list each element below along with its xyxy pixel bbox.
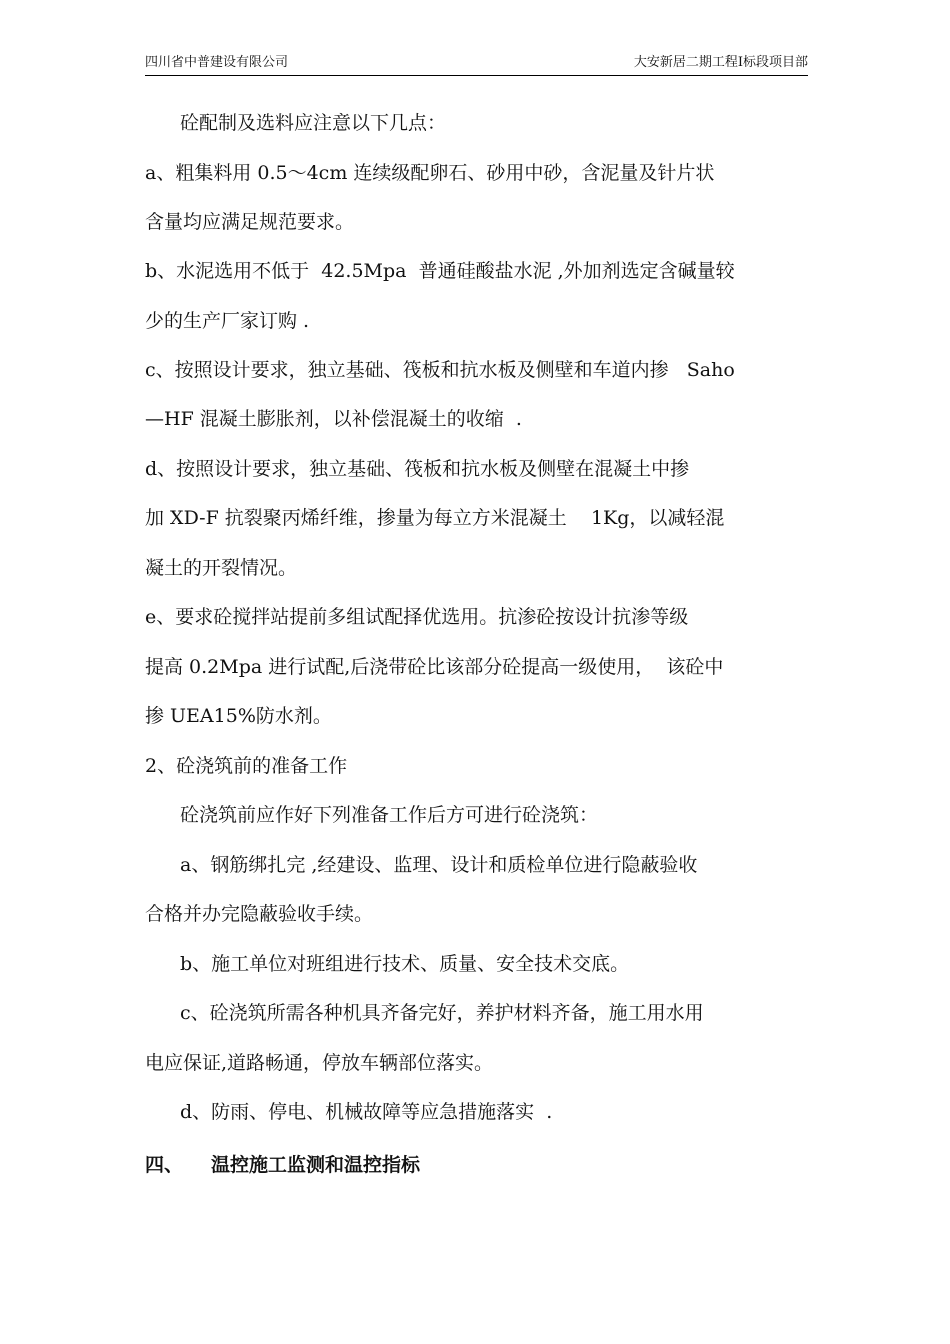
paragraph-line: 少的生产厂家订购 . <box>145 310 310 332</box>
paragraph-line: b、水泥选用不低于 42.5Mpa 普通硅酸盐水泥 ,外加剂选定含碱量较 <box>145 260 735 282</box>
paragraph-line: 含量均应满足规范要求。 <box>145 211 355 233</box>
paragraph-line: 电应保证,道路畅通，停放车辆部位落实。 <box>145 1052 494 1074</box>
paragraph-line: a、钢筋绑扎完 ,经建设、监理、设计和质检单位进行隐蔽验收 <box>180 854 698 876</box>
company-name: 四川省中普建设有限公司 <box>145 55 289 70</box>
paragraph-line: d、防雨、停电、机械故障等应急措施落实 . <box>180 1101 553 1123</box>
page-header <box>145 53 808 76</box>
paragraph-line: 凝土的开裂情况。 <box>145 557 298 579</box>
paragraph-line: 提高 0.2Mpa 进行试配,后浇带砼比该部分砼提高一级使用， 该砼中 <box>145 656 724 678</box>
paragraph-line: 合格并办完隐蔽验收手续。 <box>145 903 374 925</box>
paragraph-line: 砼配制及选料应注意以下几点： <box>180 112 447 134</box>
paragraph-line: —HF 混凝土膨胀剂，以补偿混凝土的收缩 . <box>145 408 522 430</box>
subsection-title: 2、砼浇筑前的准备工作 <box>145 755 348 777</box>
section-heading <box>145 1153 420 1177</box>
paragraph-line: b、施工单位对班组进行技术、质量、安全技术交底。 <box>180 953 630 975</box>
paragraph-line: a、粗集料用 0.5～4cm 连续级配卵石、砂用中砂，含泥量及针片状 <box>145 162 715 184</box>
paragraph-line: 加 XD-F 抗裂聚丙烯纤维，掺量为每立方米混凝土 1Kg，以减轻混 <box>145 507 725 529</box>
paragraph-line: 掺 UEA15%防水剂。 <box>145 705 332 727</box>
paragraph-line: c、砼浇筑所需各种机具齐备完好，养护材料齐备，施工用水用 <box>180 1002 704 1024</box>
paragraph-line: c、按照设计要求，独立基础、筏板和抗水板及侧壁和车道内掺 Saho <box>145 359 735 381</box>
paragraph-line: d、按照设计要求，独立基础、筏板和抗水板及侧壁在混凝土中掺 <box>145 458 690 480</box>
paragraph-line: e、要求砼搅拌站提前多组试配择优选用。抗渗砼按设计抗渗等级 <box>145 606 689 628</box>
section-title: 温控施工监测和温控指标 <box>211 1154 421 1176</box>
paragraph-line: 砼浇筑前应作好下列准备工作后方可进行砼浇筑： <box>180 804 599 826</box>
project-name: 大安新居二期工程Ⅰ标段项目部 <box>633 55 808 70</box>
section-number: 四、 <box>145 1154 184 1176</box>
